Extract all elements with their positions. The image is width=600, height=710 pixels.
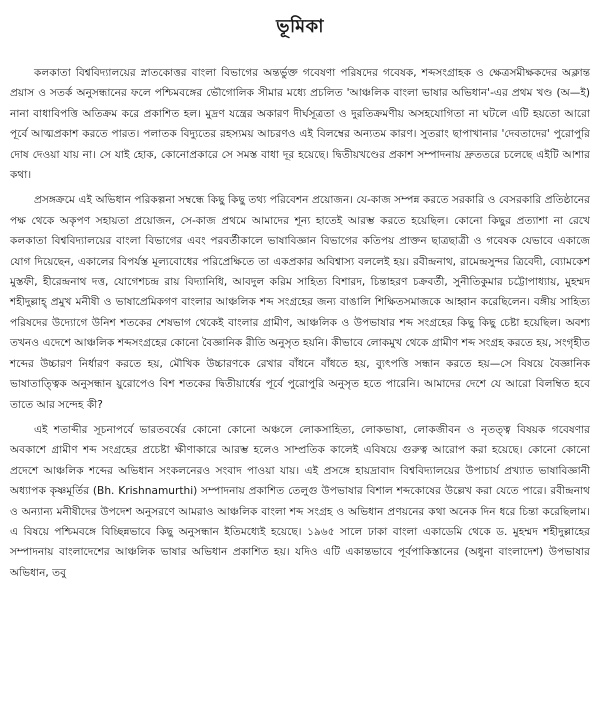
paragraph-1: কলকাতা বিশ্ববিদ্যালয়ের স্নাতকোত্তর বাংলা বিভাগের অন্তর্ভুক্ত গবেষণা পরিষদের গবেষক, শব্দসংগ্রাহক ও ক্ষেত্রসমীক্ষকদের অক্লান্ত প্রয়াস ও সতর্ক অনুসন্ধানের ফলে পশ্চিমবঙ্গের ভৌগোলিক সীমার মধ্যে প্রচলিত 'আঞ্চলিক বাংলা ভাষার অভিধান'-এর প্রথম খণ্ড (অ—ই) নানা বাধাবিপত্তি অতিক্রম করে প্রকাশিত হল। মুদ্রণ যন্ত্রের অকারণ দীর্ঘসূত্রতা ও দুরতিক্রমণীয় অসহযোগিতা না ঘটলে এটি হয়তো আরো পূর্বে আত্মপ্রকাশ করতে পারত। পলাতক বিদ্যুতের রহস্যময় আচরণও এই বিলম্বের অন্যতম কারণ। সুতরাং ছাপাখানার 'দেবতাদের' পুরোপুরি দোষ দেওয়া যায় না। সে যাই হোক, কোনোপ্রকারে সে সমস্ত বাধা দূর হয়েছে। দ্বিতীয়খণ্ডের প্রকাশ সম্পাদনায় দ্রুততরে চলেছে এইটি আশার কথা। xyxy=(10,67,590,182)
paragraph-3: এই শতাব্দীর সূচনাপর্বে ভারতবর্ষের কোনো কোনো অঞ্চলে লোকসাহিত্য, লোকভাষা, লোকজীবন ও নৃতত্ত্ব বিষয়ক গবেষণার অবকাশে গ্রামীণ শব্দ সংগ্রহের প্রচেষ্টা ক্ষীণাকারে আরম্ভ হলেও সাম্প্রতিক কালেই এবিষয়ে গুরুত্ব আরোপ করা হয়েছে। কোনো কোনো প্রদেশে আঞ্চলিক শব্দের অভিধান সংকলনেরও সংবাদ পাওয়া যায়। এই প্রসঙ্গে হায়দ্রাবাদ বিশ্ববিদ্যালয়ের উপাচার্য প্রখ্যাত ভাষাবিজ্ঞানী অধ্যাপক কৃষ্ণমূর্তির (Bh. Krishnamurthi) সম্পাদনায় প্রকাশিত তেলুগু উপভাষার বিশাল শব্দকোষের উল্লেখ করা যেতে পারে। রবীন্দ্রনাথ ও অন্যান্য মনীষীদের উপদেশ অনুসরণে আমরাও আঞ্চলিক বাংলা শব্দ সংগ্রহ ও অভিধান প্রণয়নের কথা অনেক দিন ধরে চিন্তা করেছিলাম। এ বিষয়ে পশ্চিমবঙ্গে বিচ্ছিন্নভাবে কিছু অনুসন্ধান ইতিমধ্যেই হয়েছে। ১৯৬৫ সালে ঢাকা বাংলা একাডেমি থেকে ড. মুহম্মদ শহীদুল্লাহের সম্পাদনায় বাংলাদেশের আঞ্চলিক ভাষার অভিধান প্রকাশিত হয়। যদিও এটি একান্তভাবে পূর্বপাকিস্তানের (অধুনা বাংলাদেশ) উপভাষার অভিধান, তবু xyxy=(10,423,590,579)
page-title: ভূমিকা xyxy=(276,16,324,37)
paragraph-2: প্রসঙ্গক্রমে এই অভিধান পরিকল্পনা সম্বন্ধে কিছু কিছু তথ্য পরিবেশন প্রয়োজন। যে-কাজ সম্পন্ন করতে সরকারি ও বেসরকারি প্রতিষ্ঠানের পক্ষ থেকে অকৃপণ সহায়তা প্রয়োজন, সে-কাজ প্রথমে আমাদের শূন্য হাতেই আরম্ভ করতে হয়েছিল। কোনো কিছুর প্রত্যাশা না রেখে কলকাতা বিশ্ববিদ্যালয়ের বাংলা বিভাগের এবং পরবর্তীকালে ভাষাবিজ্ঞান বিভাগের কতিপয় প্রাক্তন ছাত্রছাত্রী ও গবেষক যেভাবে একাজে যোগ দিয়েছেন, একালের বিপর্যস্ত মূল্যবোধের পরিপ্রেক্ষিতে তা একপ্রকার অবিশ্বাস্য বললেই হয়। রবীন্দ্রনাথ, রামেন্দ্রসুন্দর ত্রিবেদী, ব্যোমকেশ মুস্তফী, হীরেন্দ্রনাথ দত্ত, যোগেশচন্দ্র রায় বিদ্যানিধি, আবদুল করিম সাহিত্য বিশারদ, চিন্তাহরণ চক্রবর্তী, সুনীতিকুমার চট্টোপাধ্যায়, মুহম্মদ শহীদুল্লাহ্ প্রমুখ মনীষী ও ভাষাপ্রেমিকগণ বাংলার আঞ্চলিক শব্দ সংগ্রহের জন্য বাঙালি শিক্ষিতসমাজকে আহ্বান করেছিলেন। বঙ্গীয় সাহিত্য পরিষদের উদ্যোগে উনিশ শতকের শেষভাগ থেকেই বাংলার গ্রামীণ, আঞ্চলিক ও উপভাষার শব্দ সংগ্রহের কিছু কিছু চেষ্টা হয়েছিল। অবশ্য তখনও এদেশে আঞ্চলিক শব্দসংগ্রহের কোনো বৈজ্ঞানিক রীতি অনুসৃত হয়নি। কীভাবে লোকমুখ থেকে গ্রামীণ শব্দ সংগ্রহ করতে হয়, সংগৃহীত শব্দের উচ্চারণ নির্ধারণ করতে হয়, মৌখিক উচ্চারণকে রেখার বাঁধনে বাঁধতে হয়, ব্যুৎপত্তি সন্ধান করতে হয়—সে বিষয়ে বৈজ্ঞানিক ভাষাতাত্ত্বিক অনুসন্ধান য়ুরোপেও বিশ শতকের দ্বিতীয়ার্ধের পূর্বে পুরোপুরি অনুসৃত হতে পারেনি। আমাদের দেশে যে আরো বিলম্বিত হবে তাতে আর সন্দেহ কী? xyxy=(10,194,590,411)
